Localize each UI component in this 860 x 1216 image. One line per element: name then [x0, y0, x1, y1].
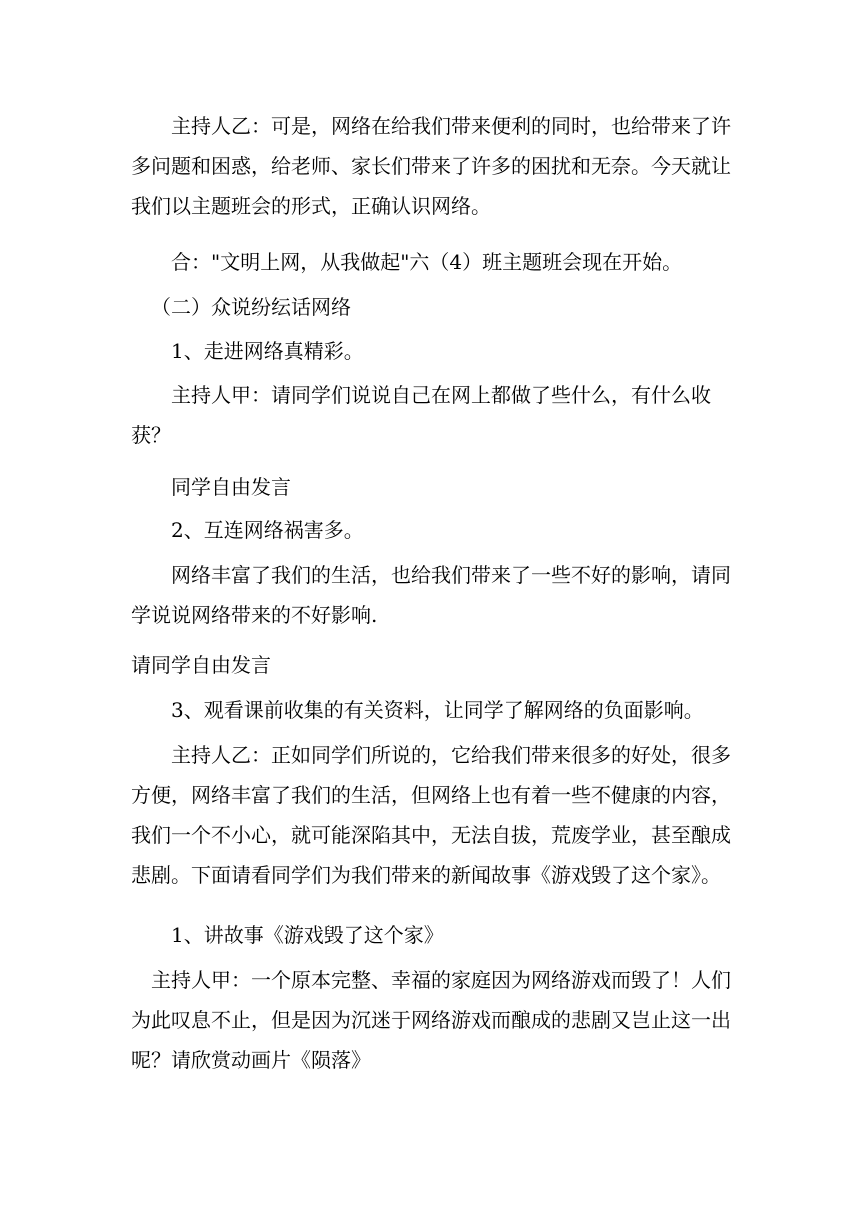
list-item-1: 1、走进网络真精彩。 — [171, 339, 364, 363]
section-heading-discussion: （二）众说纷纭话网络 — [151, 295, 351, 319]
list-item-2: 2、互连网络祸害多。 — [171, 518, 364, 542]
list-item-3: 3、观看课前收集的有关资料，让同学了解网络的负面影响。 — [171, 698, 704, 722]
paragraph-negative-effects: 网络丰富了我们的生活，也给我们带来了一些不好的影响，请同学说说网络带来的不好影响. — [131, 563, 731, 627]
paragraph-together-opening: 合："文明上网，从我做起"六（4）班主题班会现在开始。 — [171, 250, 683, 274]
paragraph-host-a-closing: 主持人甲：一个原本完整、幸福的家庭因为网络游戏而毁了！人们为此叹息不止，但是因为沉迷于网络游戏而酿成的悲剧又岂止这一出呢？请欣赏动画片《陨落》 — [131, 968, 731, 1072]
paragraph-host-b-response: 主持人乙：正如同学们所说的，它给我们带来很多的好处，很多方便，网络丰富了我们的生活，但网络上也有着一些不健康的内容，我们一个不小心，就可能深陷其中，无法自拔，荒废学业，甚至酿成悲剧。下面请看同学们为我们带来的新闻故事《游戏毁了这个家》。 — [131, 743, 731, 887]
paragraph-host-a-question: 主持人甲：请同学们说说自己在网上都做了些什么，有什么收获？ — [131, 383, 711, 447]
paragraph-please-speak: 请同学自由发言 — [131, 653, 271, 677]
paragraph-free-speech: 同学自由发言 — [171, 475, 291, 499]
paragraph-host-b-intro: 主持人乙：可是，网络在给我们带来便利的同时，也给带来了许多问题和困惑，给老师、家长们带来了许多的困扰和无奈。今天就让我们以主题班会的形式，正确认识网络。 — [131, 114, 731, 218]
list-item-story: 1、讲故事《游戏毁了这个家》 — [171, 923, 444, 947]
